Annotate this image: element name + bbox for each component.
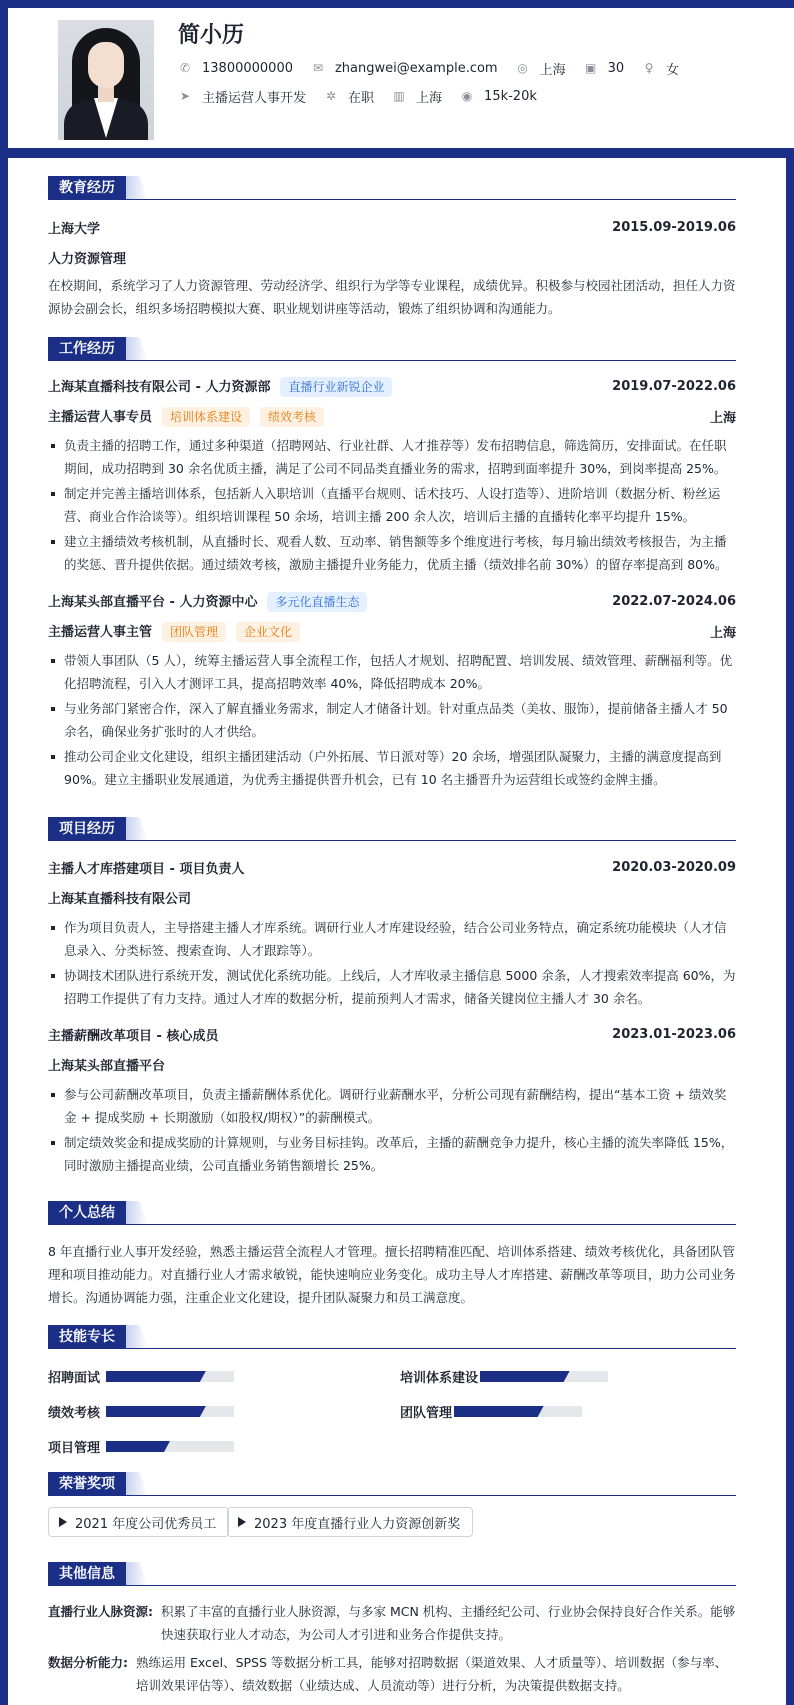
location-icon: ◎ [517, 61, 528, 75]
work-1-city: 上海 [709, 411, 736, 426]
work-1-company-tag: 直播行业新锐企业 [280, 377, 392, 397]
play-icon [238, 1517, 246, 1527]
skill-name: 绩效考核 [48, 1405, 101, 1421]
work-2-company-tag: 多元化直播生态 [267, 592, 367, 612]
skill-level-bar [106, 1406, 206, 1417]
project-2-org-row [48, 1055, 736, 1074]
work-1-role: 主播运营人事专员 [48, 410, 153, 425]
work-1-period: 2019.07-2022.06 [612, 379, 736, 394]
skill-level-bar [106, 1371, 206, 1382]
education-period: 2015.09-2019.06 [612, 220, 736, 235]
education-header [48, 218, 736, 237]
project-1-title: 主播人才库搭建项目 - 项目负责人 [48, 862, 245, 877]
skill-item [400, 1401, 700, 1421]
work-2-bullets [48, 649, 736, 793]
work-2-role: 主播运营人事主管 [48, 625, 153, 640]
major: 人力资源管理 [48, 252, 127, 267]
section-other-title: 其他信息 [48, 1561, 148, 1587]
skill-name: 招聘面试 [48, 1370, 101, 1386]
project-2-bullets [48, 1083, 736, 1179]
section-skills-title: 技能专长 [48, 1324, 148, 1350]
skill-item [48, 1366, 348, 1386]
gender: 女 [666, 62, 680, 78]
list-item: 协调技术团队进行系统开发，测试优化系统功能。上线后，人才库收录主播信息 5000 余条，人才搜索效率提高 60%，为招聘工作提供了有力支持。通过人才库的数据分析，提前预判人才需求，储备关键岗位主播人才 30 余名。 [48, 964, 736, 1010]
project-1-period: 2020.03-2020.09 [612, 860, 736, 875]
section-divider [48, 360, 736, 361]
job-status: 在职 [348, 90, 375, 106]
work-1-tag: 培训体系建设 [162, 407, 250, 427]
education-desc: 在校期间，系统学习了人力资源管理、劳动经济学、组织行为学等专业课程，成绩优异。积极参与校园社团活动，担任人力资源协会副会长，组织多场招聘模拟大赛、职业规划讲座等活动，锻炼了组织协调和沟通能力。 [48, 278, 736, 316]
gender-icon: ♀ [644, 61, 654, 75]
skill-name: 团队管理 [400, 1405, 453, 1421]
honor-item [227, 1507, 473, 1537]
location: 上海 [539, 62, 566, 78]
target-job: 主播运营人事开发 [202, 90, 307, 106]
skill-name: 培训体系建设 [400, 1370, 479, 1386]
contact-row [178, 58, 697, 78]
skill-level-bar [480, 1371, 570, 1382]
phone-icon: ✆ [179, 61, 191, 75]
school: 上海大学 [48, 222, 101, 237]
skill-item [400, 1366, 700, 1386]
work-1-company: 上海某直播科技有限公司 - 人力资源部 [48, 380, 271, 395]
job-intent-row [178, 86, 555, 106]
age-icon: ▣ [584, 61, 597, 75]
section-divider [48, 1224, 736, 1225]
section-education-title: 教育经历 [48, 175, 148, 201]
age: 30 [607, 60, 625, 76]
candidate-name: 简小历 [178, 23, 245, 48]
honor-text: 2023 年度直播行业人力资源创新奖 [254, 1516, 461, 1532]
section-divider [48, 840, 736, 841]
salary: 15k-20k [484, 88, 537, 104]
project-2-org: 上海某头部直播平台 [48, 1059, 166, 1074]
play-icon [59, 1517, 67, 1527]
list-item: 作为项目负责人，主导搭建主播人才库系统。调研行业人才库建设经验，结合公司业务特点，确定系统功能模块（人才信息录入、分类标签、搜索查询、人才跟踪等）。 [48, 916, 736, 962]
honor-text: 2021 年度公司优秀员工 [75, 1516, 217, 1532]
target-city: 上海 [416, 90, 443, 106]
work-2-city: 上海 [709, 626, 736, 641]
honor-item [48, 1507, 229, 1537]
list-item: 参与公司薪酬改革项目，负责主播薪酬体系优化。调研行业薪酬水平，分析公司现有薪酬结构，提出“基本工资 + 绩效奖金 + 提成奖励 + 长期激励（如股权/期权）”的薪酬模式。 [48, 1083, 736, 1129]
list-item: 建立主播绩效考核机制，从直播时长、观看人数、互动率、销售额等多个维度进行考核，每月输出绩效考核报告，为主播的奖惩、晋升提供依据。通过绩效考核，激励主播提升业务能力，优质主播（绩效排名前 30%）的留存率提高到 80%。 [48, 530, 736, 576]
list-item: 带领人事团队（5 人），统筹主播运营人事全流程工作，包括人才规划、招聘配置、培训发展、绩效管理、薪酬福利等。优化招聘流程，引入人才测评工具，提高招聘效率 40%，降低招聘成本 20%。 [48, 649, 736, 695]
work-2-role-row [48, 621, 736, 642]
skill-item [48, 1436, 348, 1456]
skill-name: 项目管理 [48, 1440, 101, 1456]
section-divider [48, 1495, 736, 1496]
other-item [48, 1600, 736, 1646]
other-value: 积累了丰富的直播行业人脉资源，与多家 MCN 机构、主播经纪公司、行业协会保持良好合作关系。能够快速获取行业人才动态，为公司人才引进和业务合作提供支持。 [161, 1604, 736, 1642]
list-item: 制定并完善主播培训体系，包括新人入职培训（直播平台规则、话术技巧、人设打造等）、进阶培训（数据分析、粉丝运营、商业合作洽谈等）。组织培训课程 50 余场，培训主播 200 余人次，培训后主播的直播转化率平均提升 15%。 [48, 482, 736, 528]
section-honors-title: 荣誉奖项 [48, 1471, 148, 1497]
phone: 13800000000 [202, 60, 293, 76]
skill-level-bar [106, 1441, 170, 1452]
project-1-bullets [48, 916, 736, 1012]
skill-item [48, 1401, 348, 1421]
work-2-header [48, 591, 736, 612]
work-2-tag: 团队管理 [162, 622, 226, 642]
list-item: 推动公司企业文化建设，组织主播团建活动（户外拓展、节日派对等）20 余场，增强团队凝聚力，主播的满意度提高到 90%。建立主播职业发展通道，为优秀主播提供晋升机会，已有 10 名主播晋升为运营组长或签约金牌主播。 [48, 745, 736, 791]
section-divider [48, 199, 736, 200]
salary-icon: ◉ [461, 89, 473, 103]
project-1-org-row [48, 888, 736, 907]
project-1-header [48, 858, 736, 877]
send-icon: ➤ [179, 89, 191, 103]
project-2-title: 主播薪酬改革项目 - 核心成员 [48, 1029, 219, 1044]
other-value: 熟练运用 Excel、SPSS 等数据分析工具，能够对招聘数据（渠道效果、人才质量等）、培训数据（参与率、培训效果评估等）、绩效数据（业绩达成、人员流动等）进行分析，为决策提供数据支持。 [136, 1655, 728, 1693]
section-divider [48, 1585, 736, 1586]
section-work-title: 工作经历 [48, 336, 148, 362]
project-2-period: 2023.01-2023.06 [612, 1027, 736, 1042]
list-item: 与业务部门紧密合作，深入了解直播业务需求，制定人才储备计划。针对重点品类（美妆、服饰），提前储备主播人才 50 余名，确保业务扩张时的人才供给。 [48, 697, 736, 743]
list-item: 负责主播的招聘工作，通过多种渠道（招聘网站、行业社群、人才推荐等）发布招聘信息，筛选简历，安排面试。在任职期间，成功招聘到 30 余名优质主播，满足了公司不同品类直播业务的需求，招聘到面率提升 30%，到岗率提高 25%。 [48, 434, 736, 480]
section-summary-title: 个人总结 [48, 1200, 148, 1226]
city-icon: ▥ [393, 89, 405, 103]
list-item: 制定绩效奖金和提成奖励的计算规则，与业务目标挂钩。改革后，主播的薪酬竞争力提升，核心主播的流失率降低 15%，同时激励主播提高业绩，公司直播业务销售额增长 25%。 [48, 1131, 736, 1177]
education-major-row [48, 248, 736, 267]
other-item [48, 1651, 736, 1697]
project-1-org: 上海某直播科技有限公司 [48, 892, 192, 907]
other-key: 直播行业人脉资源: [48, 1604, 153, 1619]
mail-icon: ✉ [312, 61, 324, 75]
work-2-tag: 企业文化 [236, 622, 300, 642]
work-1-bullets [48, 434, 736, 578]
status-icon: ✲ [325, 89, 337, 103]
email[interactable]: zhangwei@example.com [334, 60, 498, 76]
work-1-header [48, 376, 736, 397]
work-1-role-row [48, 406, 736, 427]
right-border [786, 148, 794, 1705]
work-2-company: 上海某头部直播平台 - 人力资源中心 [48, 595, 258, 610]
work-1-tag: 绩效考核 [260, 407, 324, 427]
summary-text: 8 年直播行业人事开发经验，熟悉主播运营全流程人才管理。擅长招聘精准匹配、培训体系搭建、绩效考核优化，具备团队管理和项目推动能力。对直播行业人才需求敏锐，能快速响应业务变化。成功主导人才库搭建、薪酬改革等项目，助力公司业务增长。沟通协调能力强，注重企业文化建设，提升团队凝聚力和员工满意度。 [48, 1244, 736, 1305]
other-key: 数据分析能力: [48, 1655, 128, 1670]
skill-level-bar [454, 1406, 544, 1417]
header-divider [0, 148, 794, 158]
work-2-period: 2022.07-2024.06 [612, 594, 736, 609]
section-project-title: 项目经历 [48, 816, 148, 842]
section-divider [48, 1348, 736, 1349]
project-2-header [48, 1025, 736, 1044]
avatar [58, 20, 154, 140]
